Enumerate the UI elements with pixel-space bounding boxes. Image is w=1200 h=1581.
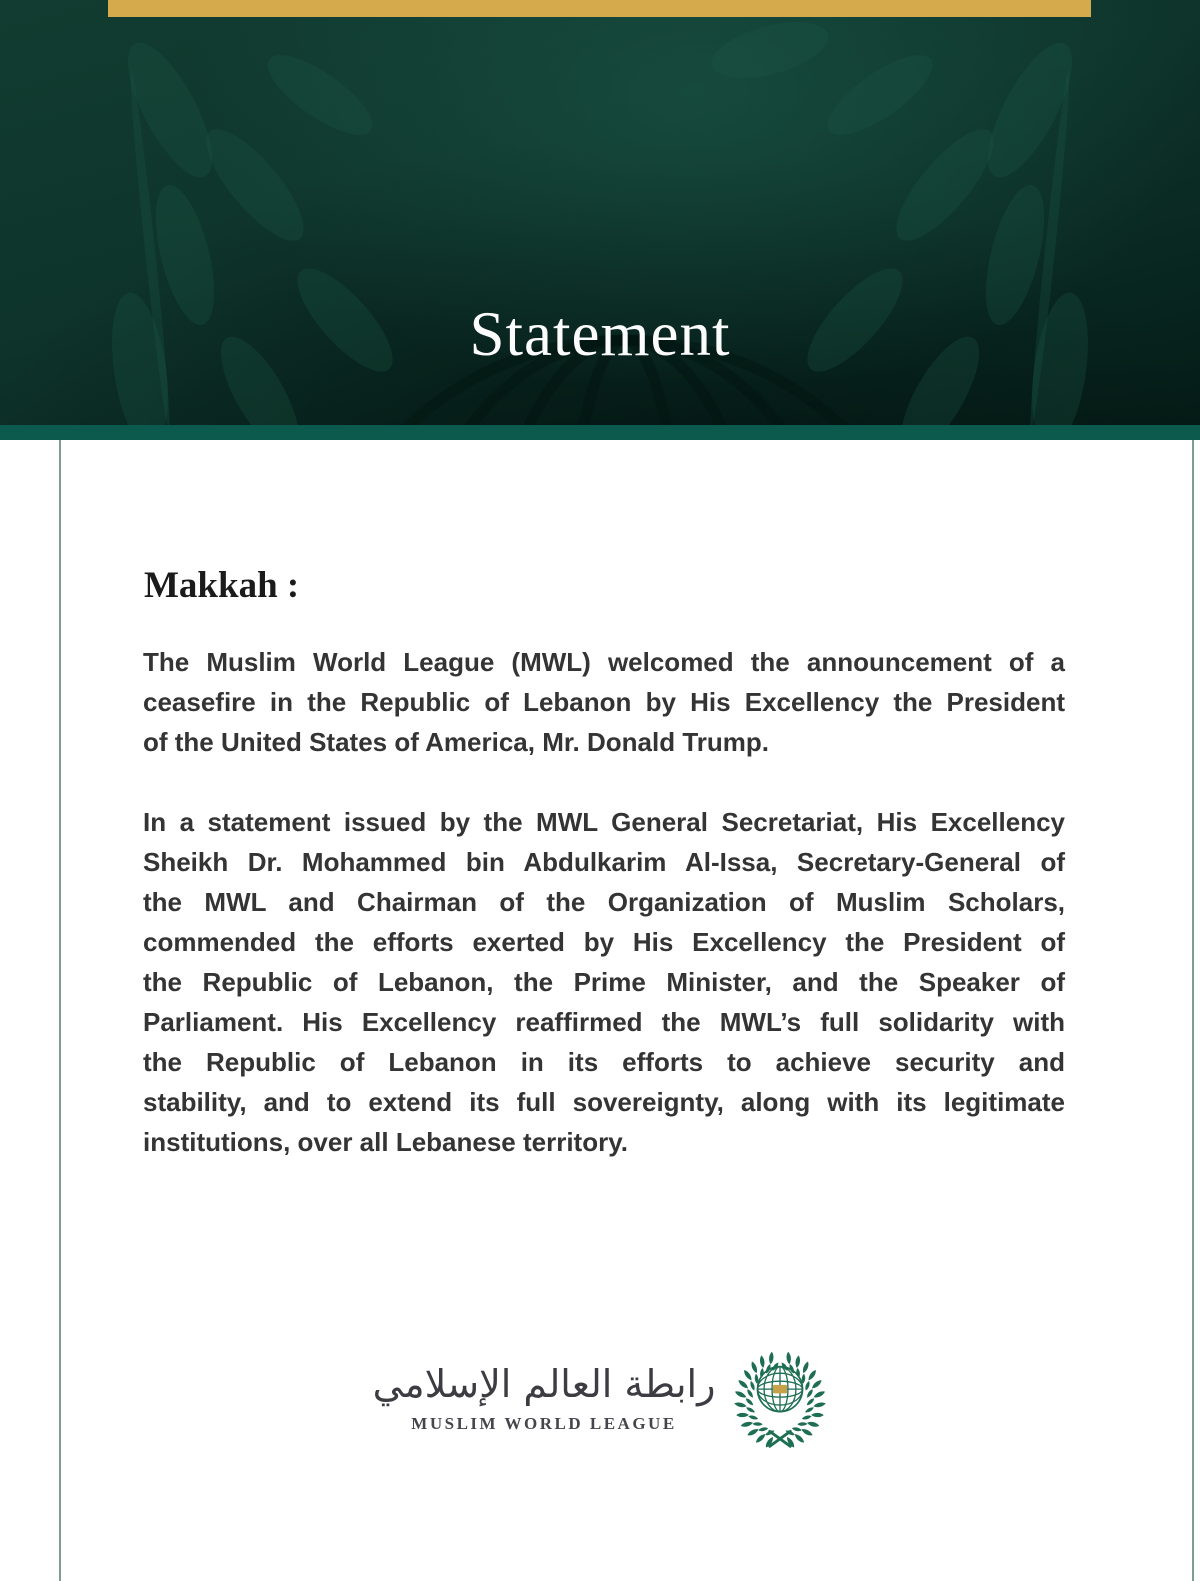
paragraph-line: Sheikh Dr. Mohammed bin Abdulkarim Al-Issa, Secretary-General of [143, 847, 1065, 877]
paragraph [143, 802, 1065, 1162]
paragraph-line: the Republic of Lebanon in its efforts to achieve security and [143, 1047, 1065, 1077]
paragraph-line: stability, and to extend its full sovereignty, along with its legitimate [143, 1087, 1065, 1117]
teal-divider-band [0, 425, 1200, 440]
paragraph-line: the MWL and Chairman of the Organization of Muslim Scholars, [143, 887, 1065, 917]
dateline-heading: Makkah : [144, 565, 300, 606]
paragraph-line: commended the efforts exerted by His Excellency the President of [143, 927, 1065, 957]
gold-accent-bar [108, 0, 1091, 17]
mwl-latin-name: MUSLIM WORLD LEAGUE [411, 1413, 677, 1433]
statement-body [143, 642, 1065, 1162]
paragraph-line: institutions, over all Lebanese territory. [143, 1127, 628, 1157]
paragraph [143, 642, 1065, 762]
paragraph-line: In a statement issued by the MWL General Secretariat, His Excellency [143, 807, 1065, 837]
mwl-wreath-globe-emblem-icon [733, 1346, 827, 1451]
page-title: Statement [469, 299, 731, 369]
mwl-arabic-calligraphy: رابطة العالم الإسلامي [372, 1362, 716, 1407]
paragraph-line: The Muslim World League (MWL) welcomed the announcement of a [143, 647, 1065, 677]
mwl-logo [0, 1346, 1200, 1451]
paragraph-line: the Republic of Lebanon, the Prime Minister, and the Speaker of [143, 967, 1065, 997]
header-banner [0, 0, 1200, 425]
paragraph-line: Parliament. His Excellency reaffirmed the MWL’s full solidarity with [143, 1007, 1065, 1037]
mwl-logo-text [373, 1363, 716, 1434]
paragraph-line: ceasefire in the Republic of Lebanon by His Excellency the President [143, 687, 1065, 717]
paragraph-line: of the United States of America, Mr. Donald Trump. [143, 727, 770, 757]
